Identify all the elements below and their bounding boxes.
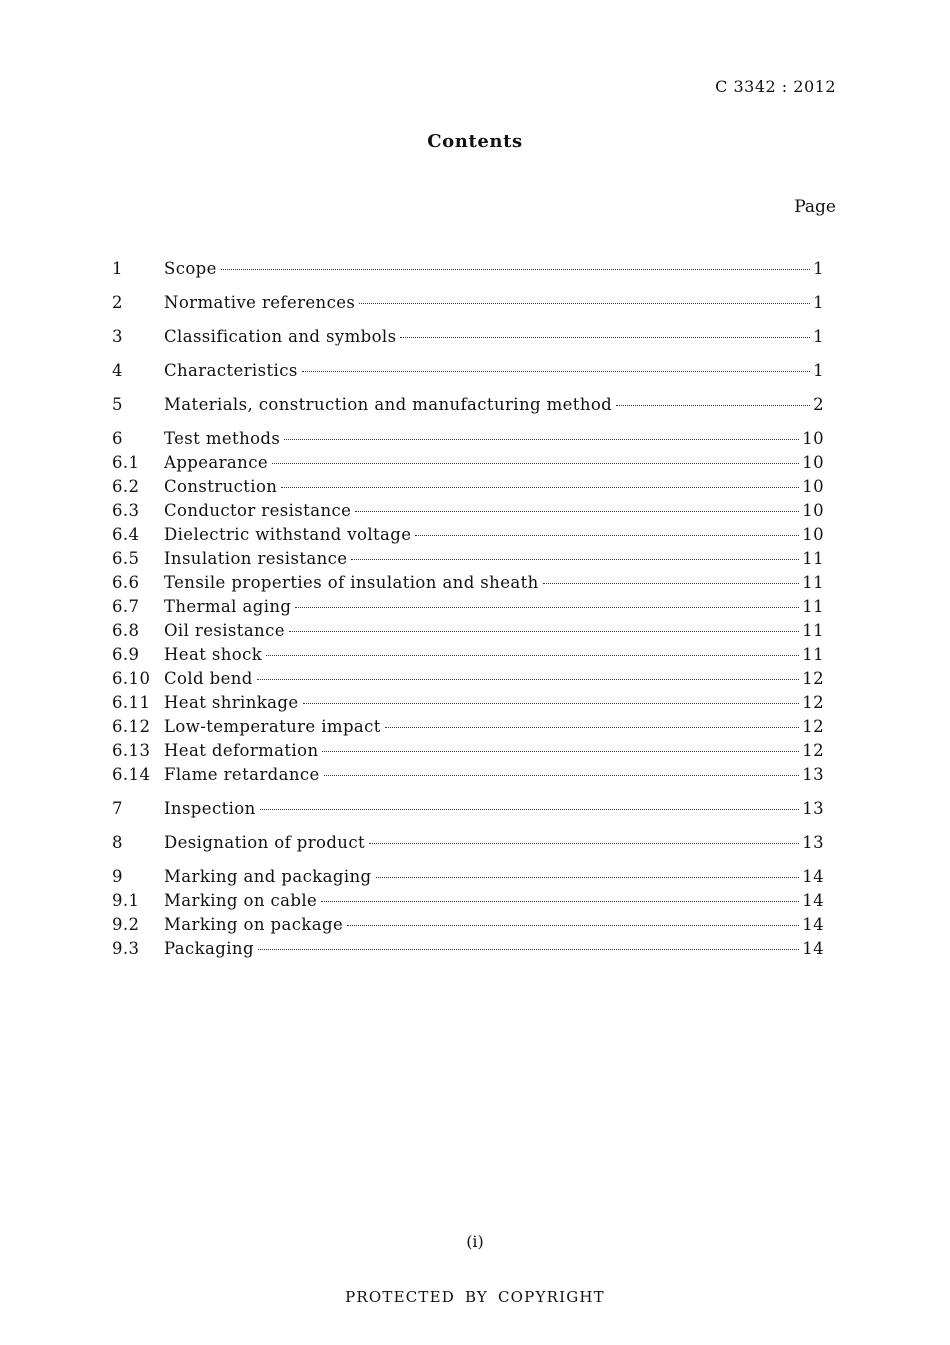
toc-entry-title: Thermal aging [164,597,292,616]
dot-leader [284,439,799,440]
toc-entry-number: 4 [112,361,123,380]
toc-entry-number: 9.3 [112,939,140,958]
page-column-heading: Page [794,197,836,217]
toc-entry-number: 5 [112,395,123,414]
dot-leader [376,877,800,878]
table-of-contents [112,257,824,961]
toc-entry-number: 6.2 [112,477,140,496]
toc-entry[interactable] [112,691,824,715]
dot-leader [258,949,799,950]
toc-entry-page: 10 [802,477,824,496]
toc-entry[interactable] [112,739,824,763]
toc-entry-page: 14 [802,915,824,934]
toc-entry-page: 11 [802,597,824,616]
dot-leader [321,901,799,902]
toc-entry-number: 6.7 [112,597,140,616]
dot-leader [257,679,799,680]
toc-entry-title: Dielectric withstand voltage [164,525,412,544]
toc-entry-number: 2 [112,293,123,312]
toc-entry-title: Scope [164,259,217,278]
toc-entry-number: 6.10 [112,669,151,688]
toc-entry-number: 6.12 [112,717,151,736]
toc-entry-title: Flame retardance [164,765,320,784]
toc-entry[interactable] [112,763,824,787]
toc-entry[interactable] [112,571,824,595]
toc-entry-title: Low-temperature impact [164,717,381,736]
toc-entry[interactable] [112,619,824,643]
toc-entry-title: Marking on cable [164,891,318,910]
toc-entry[interactable] [112,547,824,571]
dot-leader [355,511,799,512]
toc-entry-number: 6.5 [112,549,140,568]
toc-entry[interactable] [112,865,824,889]
toc-entry-title: Inspection [164,799,256,818]
toc-entry-title: Tensile properties of insulation and sheath [164,573,539,592]
dot-leader [347,925,799,926]
dot-leader [303,703,800,704]
dot-leader [415,535,799,536]
toc-entry-page: 10 [802,525,824,544]
toc-entry-title: Classification and symbols [164,327,397,346]
dot-leader [266,655,799,656]
toc-entry-page: 14 [802,891,824,910]
copyright-notice: PROTECTED BY COPYRIGHT [345,1288,605,1306]
toc-entry[interactable] [112,393,824,417]
toc-entry-title: Heat shock [164,645,263,664]
dot-leader [221,269,810,270]
toc-entry-page: 1 [813,327,824,346]
toc-entry-page: 12 [802,669,824,688]
toc-entry[interactable] [112,499,824,523]
toc-entry-number: 7 [112,799,123,818]
toc-entry-number: 6.6 [112,573,140,592]
toc-entry[interactable] [112,291,824,315]
toc-entry-title: Characteristics [164,361,298,380]
toc-entry-page: 10 [802,429,824,448]
toc-entry-page: 11 [802,549,824,568]
toc-entry[interactable] [112,643,824,667]
document-number: C 3342 : 2012 [715,77,836,96]
page-number: (i) [466,1232,484,1251]
toc-entry-title: Designation of product [164,833,366,852]
toc-entry-page: 14 [802,867,824,886]
toc-entry-number: 6 [112,429,123,448]
toc-entry[interactable] [112,325,824,349]
toc-entry[interactable] [112,257,824,281]
toc-entry[interactable] [112,667,824,691]
toc-entry[interactable] [112,451,824,475]
toc-entry[interactable] [112,523,824,547]
toc-entry-number: 3 [112,327,123,346]
toc-entry-number: 9.2 [112,915,140,934]
dot-leader [385,727,799,728]
toc-entry-number: 6.13 [112,741,151,760]
toc-entry-title: Marking and packaging [164,867,372,886]
toc-entry[interactable] [112,715,824,739]
dot-leader [369,843,799,844]
dot-leader [616,405,810,406]
dot-leader [281,487,799,488]
dot-leader [351,559,799,560]
toc-entry-number: 6.3 [112,501,140,520]
dot-leader [400,337,810,338]
dot-leader [322,751,799,752]
toc-entry-title: Test methods [164,429,281,448]
toc-entry-title: Cold bend [164,669,253,688]
toc-entry-number: 6.4 [112,525,140,544]
toc-entry-number: 9 [112,867,123,886]
toc-entry-page: 13 [802,833,824,852]
toc-entry-page: 13 [802,765,824,784]
toc-entry-title: Materials, construction and manufacturing method [164,395,613,414]
toc-entry-title: Construction [164,477,278,496]
dot-leader [543,583,800,584]
toc-entry[interactable] [112,475,824,499]
toc-entry-title: Heat deformation [164,741,319,760]
dot-leader [359,303,810,304]
toc-entry-page: 12 [802,693,824,712]
toc-entry-page: 10 [802,501,824,520]
toc-entry[interactable] [112,359,824,383]
toc-entry-page: 1 [813,259,824,278]
toc-entry-title: Marking on package [164,915,344,934]
toc-entry[interactable] [112,595,824,619]
toc-entry-number: 6.11 [112,693,151,712]
toc-entry-page: 13 [802,799,824,818]
toc-entry-page: 10 [802,453,824,472]
dot-leader [272,463,799,464]
toc-entry-title: Insulation resistance [164,549,348,568]
toc-entry-page: 11 [802,621,824,640]
toc-entry-title: Packaging [164,939,254,958]
toc-entry[interactable] [112,797,824,821]
toc-entry[interactable] [112,831,824,855]
toc-entry-title: Normative references [164,293,356,312]
toc-entry-title: Appearance [164,453,268,472]
dot-leader [295,607,799,608]
dot-leader [289,631,799,632]
dot-leader [260,809,800,810]
toc-entry-title: Heat shrinkage [164,693,299,712]
toc-entry[interactable] [112,937,824,961]
toc-entry-page: 2 [813,395,824,414]
dot-leader [302,371,810,372]
toc-entry-page: 14 [802,939,824,958]
toc-entry-page: 11 [802,645,824,664]
toc-entry-title: Conductor resistance [164,501,352,520]
toc-entry-number: 6.1 [112,453,140,472]
toc-entry-title: Oil resistance [164,621,285,640]
toc-entry-page: 12 [802,741,824,760]
toc-entry-number: 1 [112,259,123,278]
toc-entry-number: 6.8 [112,621,140,640]
dot-leader [324,775,800,776]
toc-entry-number: 9.1 [112,891,140,910]
toc-entry-number: 6.14 [112,765,151,784]
contents-title: Contents [427,131,523,152]
toc-entry-number: 6.9 [112,645,140,664]
toc-entry[interactable] [112,427,824,451]
toc-entry-page: 12 [802,717,824,736]
toc-entry-page: 11 [802,573,824,592]
toc-entry-page: 1 [813,293,824,312]
toc-entry-number: 8 [112,833,123,852]
toc-entry[interactable] [112,913,824,937]
toc-entry[interactable] [112,889,824,913]
toc-entry-page: 1 [813,361,824,380]
